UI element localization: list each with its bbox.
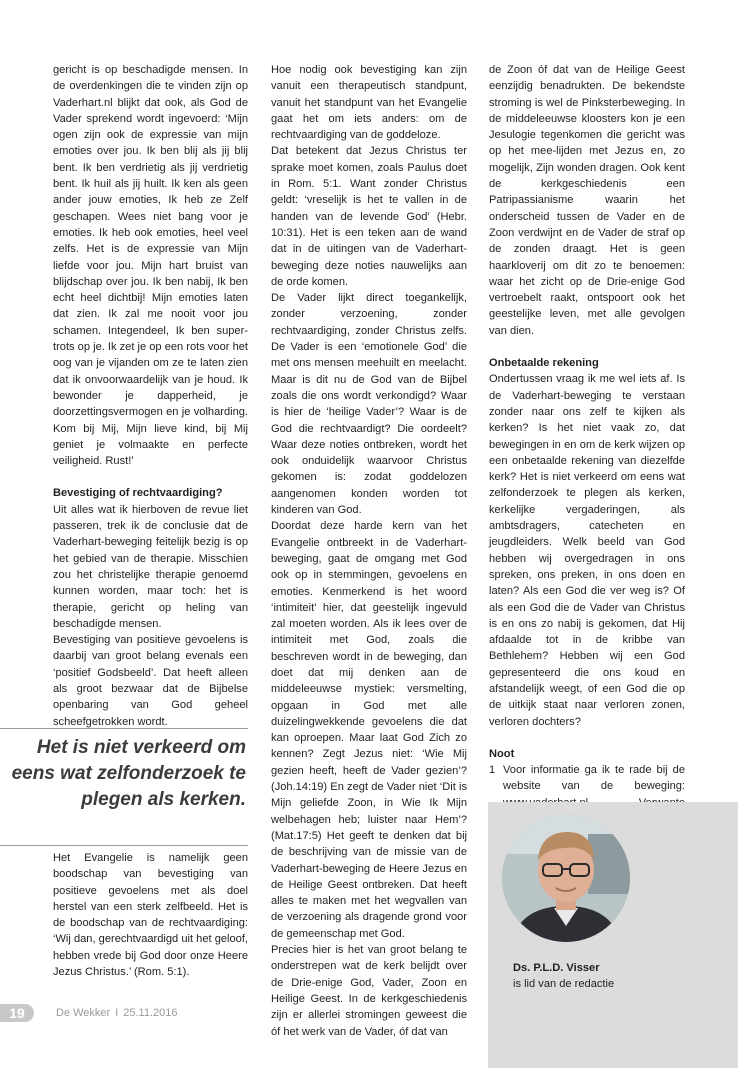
page-number: 19 [0,1004,34,1022]
magazine-name: De Wekker [56,1007,111,1019]
body-paragraph: Uit alles wat ik hierboven de revue liet passeren, trek ik de conclusie dat de Vaderhart-beweging feitelijk bezig is op het gebied van de therapie. Misschien zou het christelijke therapie genoemd kunnen worden, maar toch: het is therapie, gericht op heling van beschadigde mensen. [53,503,248,630]
author-role: is lid van de redactie [513,978,615,990]
section-heading: Bevestiging of rechtvaardiging? [53,487,223,500]
column-2 [271,62,467,1040]
body-paragraph: Dat betekent dat Jezus Christus ter sprake moet komen, zoals Paulus doet in Rom. 5:1. Want zonder Christus geldt: ‘vreselijk is het te vallen in de handen van de levende God’ (Hebr. 10:31). Het is een teken aan de wand dat in de uitingen van de Vaderhart-beweging deze noties nauwelijks aan de orde komen. [271,145,467,288]
body-paragraph: de Zoon óf dat van de Heilige Geest eenzijdig benadrukten. De bekendste stroming is wel de Pinksterbeweging. In de middeleeuwse kloosters kon je een Jesulogie tegenkomen die gericht was op het mee-lijden met Jezus en, zo mogelijk, Zijn wonden dragen. Ook kent de kerkgeschiedenis een Patripassianisme waarin het onderscheid tussen de Vader en de Zoon verdwijnt en de Vader de straf op de zonden draagt. Het is geen haarkloverij om dit zo te benoemen: waar het zicht op de Drie-enige God vertroebelt raakt, ontspoort ook het geestelijke leven, met alle gevolgen van dien. [489,64,685,337]
pull-quote-text: Het is niet verkeerd om eens wat zelfonderzoek te plegen als kerken. [11,737,246,810]
body-paragraph: Bevestiging van positieve gevoelens is daarbij van groot belang evenals een ‘positief Godsbeeld’. Dat heeft alleen als groot bezwaar dat de Bijbelse openbaring van God geheel scheefgetrokken wordt. [53,634,248,728]
notes-heading: Noot [489,747,515,760]
author-box [488,802,738,1068]
column-1 [53,62,248,730]
author-portrait-illustration [502,814,630,942]
note-text: Voor informatie ga ik te rade bij de website van de beweging: [503,764,685,793]
issue-date: 25.11.2016 [123,1007,178,1019]
footer-publication [56,1005,178,1021]
note-number: 1 [489,764,496,777]
author-portrait [502,814,630,942]
pull-quote [0,728,248,846]
body-paragraph: Precies hier is het van groot belang te onderstrepen wat de kerk belijdt over de Drie-enige God, Vader, Zoon en Heilige Geest. In de kerkgeschiedenis zijn er allerlei stromingen geweest die óf het werk van de Vader, óf dat van [271,944,467,1038]
body-paragraph: Ondertussen vraag ik me wel iets af. Is de Vaderhart-beweging te verstaan zonder naar ons zelf te kijken als kerken? Is het niet vaak zo, dat bewegingen in en om de kerk wijzen op een onbetaalde rekening van diezelfde kerk? Het is niet verkeerd om eens wat zelfonderzoek te plegen als kerken, kerkelijke vergaderingen, als ambtsdragers, catecheten en jeugdleiders. Welk beeld van God hebben wij overgedragen in ons spreken, ons preken, in ons doen en laten? Als een God die ver weg is? Of als een God die de Vader van Christus is en ons zo nabij is gekomen, dat Hij afdaalde tot in de kribbe van Bethlehem? Hebben wij een God gepresenteerd die ons koud en afstandelijk weegt, of een God die op de uitkijk staat naar verloren zonen, verloren dochters? [489,373,685,728]
column-1-continued [53,850,248,980]
column-3 [489,62,685,844]
body-paragraph: gericht is op beschadigde mensen. In de overdenkingen die te vinden zijn op Vaderhart.nl blijkt dat ook, als God de Vader sprekend wordt ingevoerd: ‘Mijn ogen zijn ook de expressie van mijn emoties over jou. Ik ben blij als jij blij bent. Ik ben verdrietig als jij verdrietig bent. Ik huil als jij huilt. Ik ken als geen ander jouw emoties, Ik heb ze Zelf geschapen. Wees niet bang voor je emoties. Ik heb ook emoties, heel veel zelfs. Het is de expressie van Mijn liefde voor jou. Mijn hart bruist van blijdschap over jou. Ik ben nabij, Ik ben echt heel dichtbij! Mijn emoties laten dat zien. Ik zal me nooit voor jou schamen. Integendeel, Ik ben super-trots op je. Ik zet je op een rots voor het oog van je vijanden om ze te laten zien dat ik onvoorwaardelijk van je houd. Ik bewonder je dapperheid, je doorzettingsvermogen en je volharding. Kom bij Mij, Mijn lieve kind, bij Mij geniet je volmaakte en perfecte veiligheid. Rust!’ [53,64,248,468]
body-paragraph: Hoe nodig ook bevestiging kan zijn vanuit een therapeutisch standpunt, vanuit het standpunt van het Evangelie gaat het om iets anders: om de rechtvaardiging van de goddeloze. [271,64,467,142]
body-paragraph: Doordat deze harde kern van het Evangelie ontbreekt in de Vaderhart-beweging, gaat de omgang met God ook op in stemmingen, gevoelens en emoties. Kenmerkend is het woord ‘intimiteit’ hier, dat geestelijk ingevuld zal moeten worden. Als ik lees over de intimiteit met God, zoals die beschreven wordt in de beweging, dan doet dat mij denken aan de middeleeuwse mystiek: versmelting, opgaan in God met alle duizelingwekkende gevoelens die dat kan oproepen. Maar laat God Zich zo kennen? Zegt Jezus niet: ‘Wie Mij gezien heeft, heeft de Vader gezien’? (Joh.14:19) En zegt de Vader niet ‘Dit is Mijn geliefde Zoon, in Wie Ik Mijn welbehagen heb; luister naar Hem’? (Mat.17:5) Het geeft te denken dat bij de beschrijving van de missie van de Vaderhart-beweging de Heere Jezus en de Heilige Geest ontbreken. Dat heeft alles te maken met het wegvallen van de verzoening als dragende grond voor de gemeenschap met God. [271,520,467,940]
footer-separator: I [115,1007,119,1019]
body-paragraph: De Vader lijkt direct toegankelijk, zonder verzoening, zonder rechtvaardiging, zonder Christus zelfs. De Vader is een ‘emotionele God’ die met ons mensen meehuilt en meelacht. Maar is dit nu de God van de Bijbel zoals die ons wordt verkondigd? Waar is hier de ‘heilige Vader’? Waar is de God die rechtvaardigt? Die oordeelt? Waar deze noties ontbreken, wordt het ook onduidelijk waarvoor Christus gekomen is: zodat goddelozen aangenomen konden worden tot kinderen van God. [271,292,467,517]
author-name: Ds. P.L.D. Visser [513,962,600,974]
section-heading: Onbetaalde rekening [489,357,599,370]
body-paragraph: Het Evangelie is namelijk geen boodschap van bevestiging van positieve gevoelens met als doel herstel van een sterk zelfbeeld. Het is de boodschap van de rechtvaardiging: ‘Wij dan, gerechtvaardigd uit het geloof, hebben vrede bij God door onze Heere Jezus Christus.’ (Rom. 5:1). [53,852,248,979]
